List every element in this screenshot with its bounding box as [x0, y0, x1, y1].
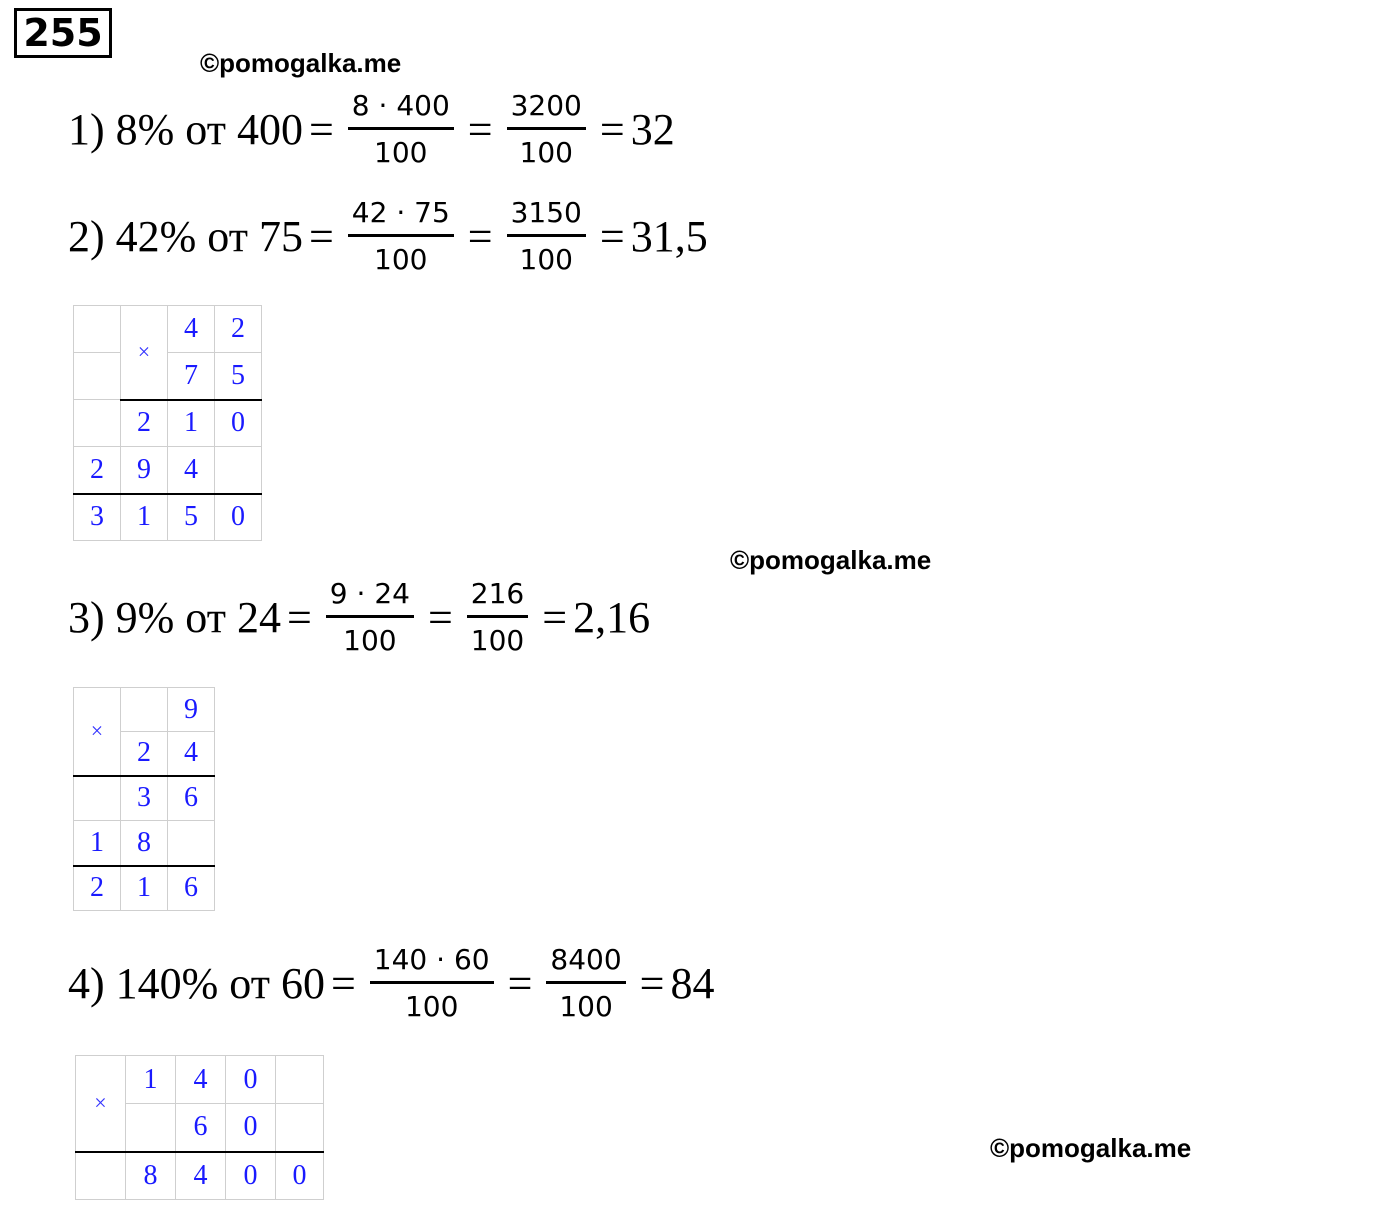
denominator: 100	[559, 990, 613, 1023]
grid-cell: 6	[168, 866, 215, 911]
problem-lhs: 9% от 24	[115, 592, 281, 642]
times-icon: ×	[76, 1056, 126, 1152]
numerator: 216	[467, 580, 528, 618]
grid-cell: 0	[226, 1056, 276, 1104]
problem-lhs: 140% от 60	[115, 958, 325, 1008]
fraction	[348, 89, 454, 169]
grid-cell	[276, 1104, 324, 1152]
grid-cell: 4	[168, 732, 215, 776]
numerator: 9 · 24	[326, 580, 414, 618]
fraction	[348, 196, 454, 276]
equals-sign: =	[330, 958, 356, 1008]
grid-cell: 0	[226, 1104, 276, 1152]
result: 32	[630, 104, 675, 154]
grid-cell	[74, 400, 121, 447]
equation-4	[68, 943, 715, 1023]
fraction	[507, 196, 586, 276]
numerator: 3200	[507, 92, 586, 130]
grid-cell: 2	[215, 306, 262, 353]
equals-sign: =	[599, 104, 625, 154]
equals-sign: =	[542, 592, 568, 642]
grid-cell: 0	[215, 400, 262, 447]
grid-cell: 3	[121, 776, 168, 821]
watermark: ©pomogalka.me	[200, 48, 402, 78]
denominator: 100	[374, 243, 428, 276]
grid-cell	[215, 447, 262, 494]
calc-grid-140x60	[75, 1055, 324, 1200]
equals-sign: =	[507, 958, 533, 1008]
grid-cell	[74, 776, 121, 821]
grid-cell: 2	[74, 866, 121, 911]
numerator: 8400	[546, 946, 625, 984]
times-icon: ×	[74, 688, 121, 776]
problem-label: 3)	[68, 592, 105, 642]
equals-sign: =	[286, 592, 312, 642]
grid-cell: 2	[121, 400, 168, 447]
grid-cell: 8	[126, 1152, 176, 1200]
grid-cell: 0	[226, 1152, 276, 1200]
grid-cell: 1	[168, 400, 215, 447]
denominator: 100	[519, 243, 573, 276]
grid-cell: 2	[121, 732, 168, 776]
denominator: 100	[374, 136, 428, 169]
denominator: 100	[470, 624, 525, 657]
result: 31,5	[630, 211, 708, 261]
grid-cell: 0	[276, 1152, 324, 1200]
grid-cell: 1	[121, 494, 168, 541]
calc-grid-9x24	[73, 687, 215, 911]
problem-lhs: 42% от 75	[115, 211, 303, 261]
problem-lhs: 8% от 400	[115, 104, 303, 154]
grid-cell	[74, 306, 121, 353]
problem-label: 4)	[68, 958, 105, 1008]
problem-label: 2)	[68, 211, 105, 261]
grid-cell	[76, 1152, 126, 1200]
grid-cell: 4	[168, 447, 215, 494]
denominator: 100	[343, 624, 397, 657]
grid-cell: 5	[168, 494, 215, 541]
equals-sign: =	[467, 104, 493, 154]
equation-1	[68, 89, 675, 169]
equals-sign: =	[467, 211, 493, 261]
equals-sign: =	[427, 592, 453, 642]
numerator: 42 · 75	[348, 199, 454, 237]
numerator: 8 · 400	[348, 92, 454, 130]
grid-cell: 1	[121, 866, 168, 911]
equals-sign: =	[308, 211, 334, 261]
grid-cell: 4	[176, 1152, 226, 1200]
grid-cell: 6	[168, 776, 215, 821]
fraction	[326, 577, 414, 657]
grid-cell: 2	[74, 447, 121, 494]
grid-cell: 9	[121, 447, 168, 494]
problem-label: 1)	[68, 104, 105, 154]
numerator: 140 · 60	[370, 946, 494, 984]
grid-cell: 7	[168, 353, 215, 400]
grid-cell	[74, 353, 121, 400]
grid-cell	[276, 1056, 324, 1104]
denominator: 100	[404, 990, 459, 1023]
grid-cell: 1	[126, 1056, 176, 1104]
grid-cell: 1	[74, 821, 121, 866]
grid-cell	[121, 688, 168, 732]
calc-grid-42x75	[73, 305, 262, 541]
equation-2	[68, 196, 708, 276]
result: 2,16	[573, 592, 651, 642]
grid-cell: 3	[74, 494, 121, 541]
grid-cell: 4	[176, 1056, 226, 1104]
fraction	[507, 89, 586, 169]
grid-cell: 8	[121, 821, 168, 866]
grid-cell: 5	[215, 353, 262, 400]
watermark: ©pomogalka.me	[730, 545, 932, 575]
grid-cell: 6	[176, 1104, 226, 1152]
fraction	[546, 943, 625, 1023]
grid-cell: 9	[168, 688, 215, 732]
denominator: 100	[519, 136, 573, 169]
fraction	[370, 943, 494, 1023]
exercise-number: 255	[14, 8, 112, 58]
numerator: 3150	[507, 199, 586, 237]
grid-cell	[126, 1104, 176, 1152]
times-icon: ×	[121, 306, 168, 400]
grid-cell: 4	[168, 306, 215, 353]
fraction	[467, 577, 528, 657]
equation-3	[68, 577, 651, 657]
watermark: ©pomogalka.me	[990, 1133, 1192, 1163]
equals-sign: =	[639, 958, 665, 1008]
grid-cell: 0	[215, 494, 262, 541]
result: 84	[670, 958, 715, 1008]
grid-cell	[168, 821, 215, 866]
equals-sign: =	[308, 104, 334, 154]
equals-sign: =	[599, 211, 625, 261]
